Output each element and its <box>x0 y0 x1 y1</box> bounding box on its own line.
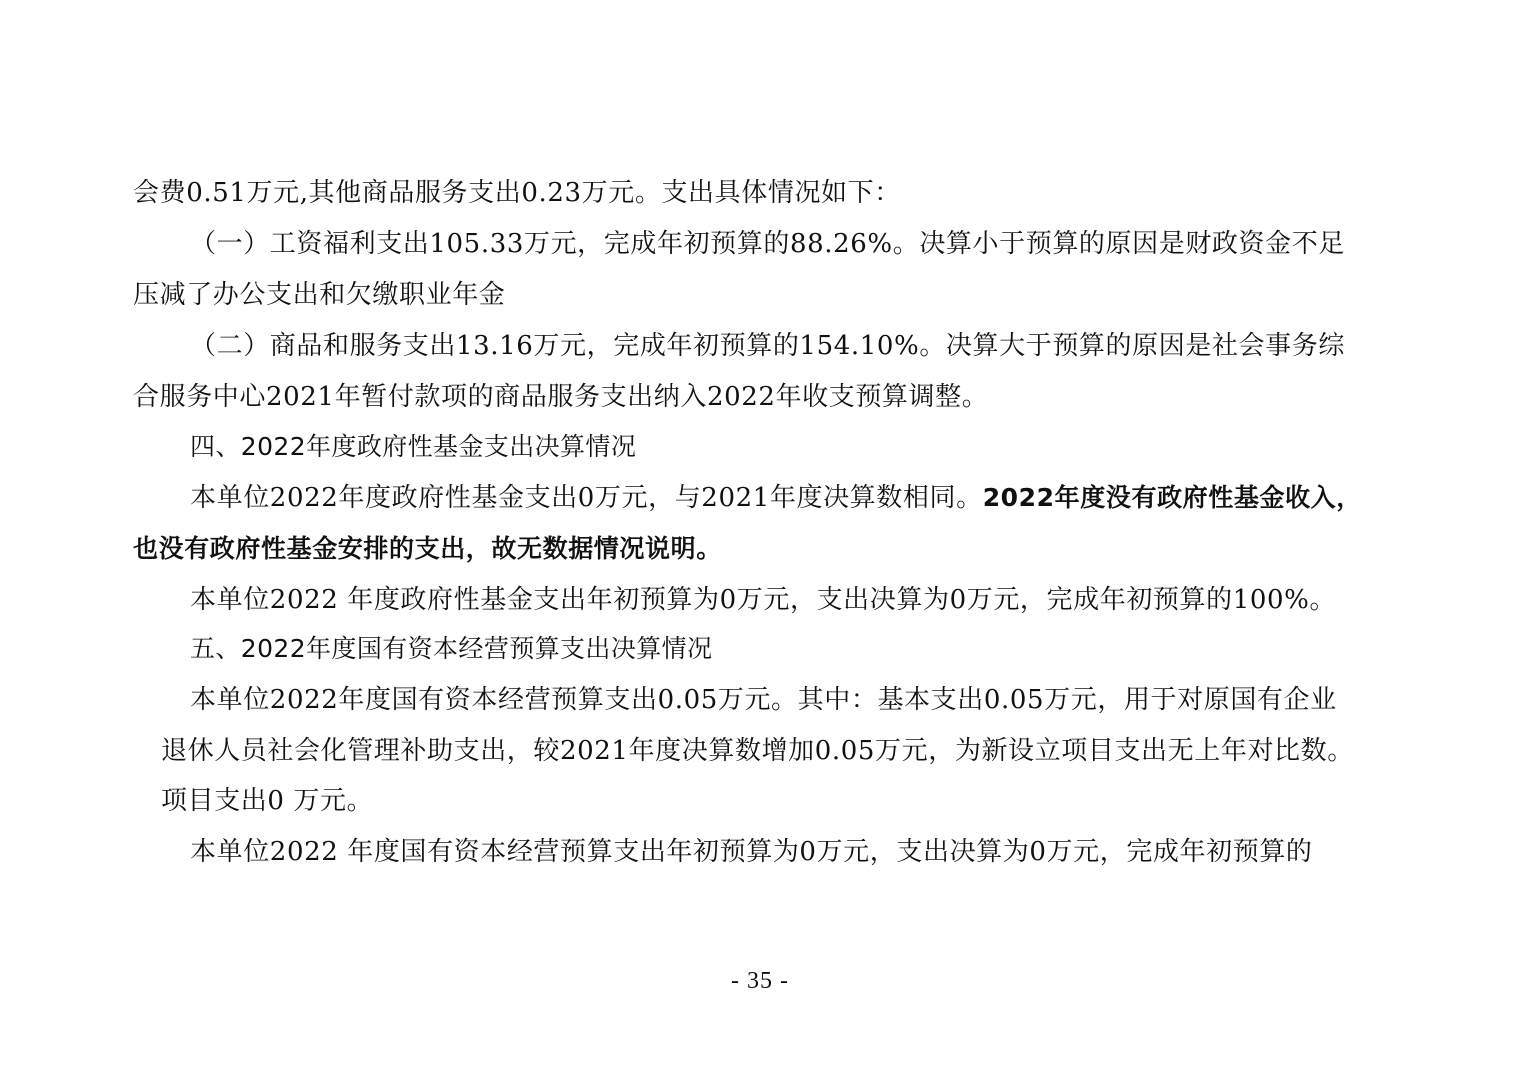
paragraph-line-7-bold: 也没有政府性基金安排的支出，故无数据情况说明。 <box>133 534 722 563</box>
page-number: - 35 - <box>731 968 789 994</box>
paragraph-line-9: 本单位2022年度国有资本经营预算支出0.05万元。其中：基本支出0.05万元，用于对原国有企业 <box>190 685 1337 715</box>
paragraph-line-1: 会费0.51万元,其他商品服务支出0.23万元。支出具体情况如下： <box>133 178 901 208</box>
paragraph-line-5: 合服务中心2021年暂付款项的商品服务支出纳入2022年收支预算调整。 <box>133 382 989 412</box>
paragraph-line-4: （二）商品和服务支出13.16万元，完成年初预算的154.10%。决算大于预算的原因是社会事务综 <box>190 331 1345 361</box>
paragraph-line-10: 退休人员社会化管理补助支出，较2021年度决算数增加0.05万元，为新设立项目支出无上年对比数。 <box>161 736 1354 766</box>
paragraph-line-2: （一）工资福利支出105.33万元，完成年初预算的88.26%。决算小于预算的原因是财政资金不足 <box>190 229 1345 259</box>
paragraph-line-12: 本单位2022 年度国有资本经营预算支出年初预算为0万元，支出决算为0万元，完成年初预算的 <box>190 837 1313 867</box>
paragraph-line-11: 项目支出0 万元。 <box>161 786 374 816</box>
section-heading-5: 五、2022年度国有资本经营预算支出决算情况 <box>190 634 713 663</box>
section-heading-4: 四、2022年度政府性基金支出决算情况 <box>190 432 637 461</box>
paragraph-text-bold: 2022年度没有政府性基金收入， <box>982 483 1362 512</box>
paragraph-line-6 <box>190 481 1362 515</box>
paragraph-line-3: 压减了办公支出和欠缴职业年金 <box>133 280 506 310</box>
paragraph-text-regular: 本单位2022年度政府性基金支出0万元，与2021年度决算数相同。 <box>190 483 983 513</box>
paragraph-line-8: 本单位2022 年度政府性基金支出年初预算为0万元，支出决算为0万元，完成年初预算的100%。 <box>190 585 1337 615</box>
